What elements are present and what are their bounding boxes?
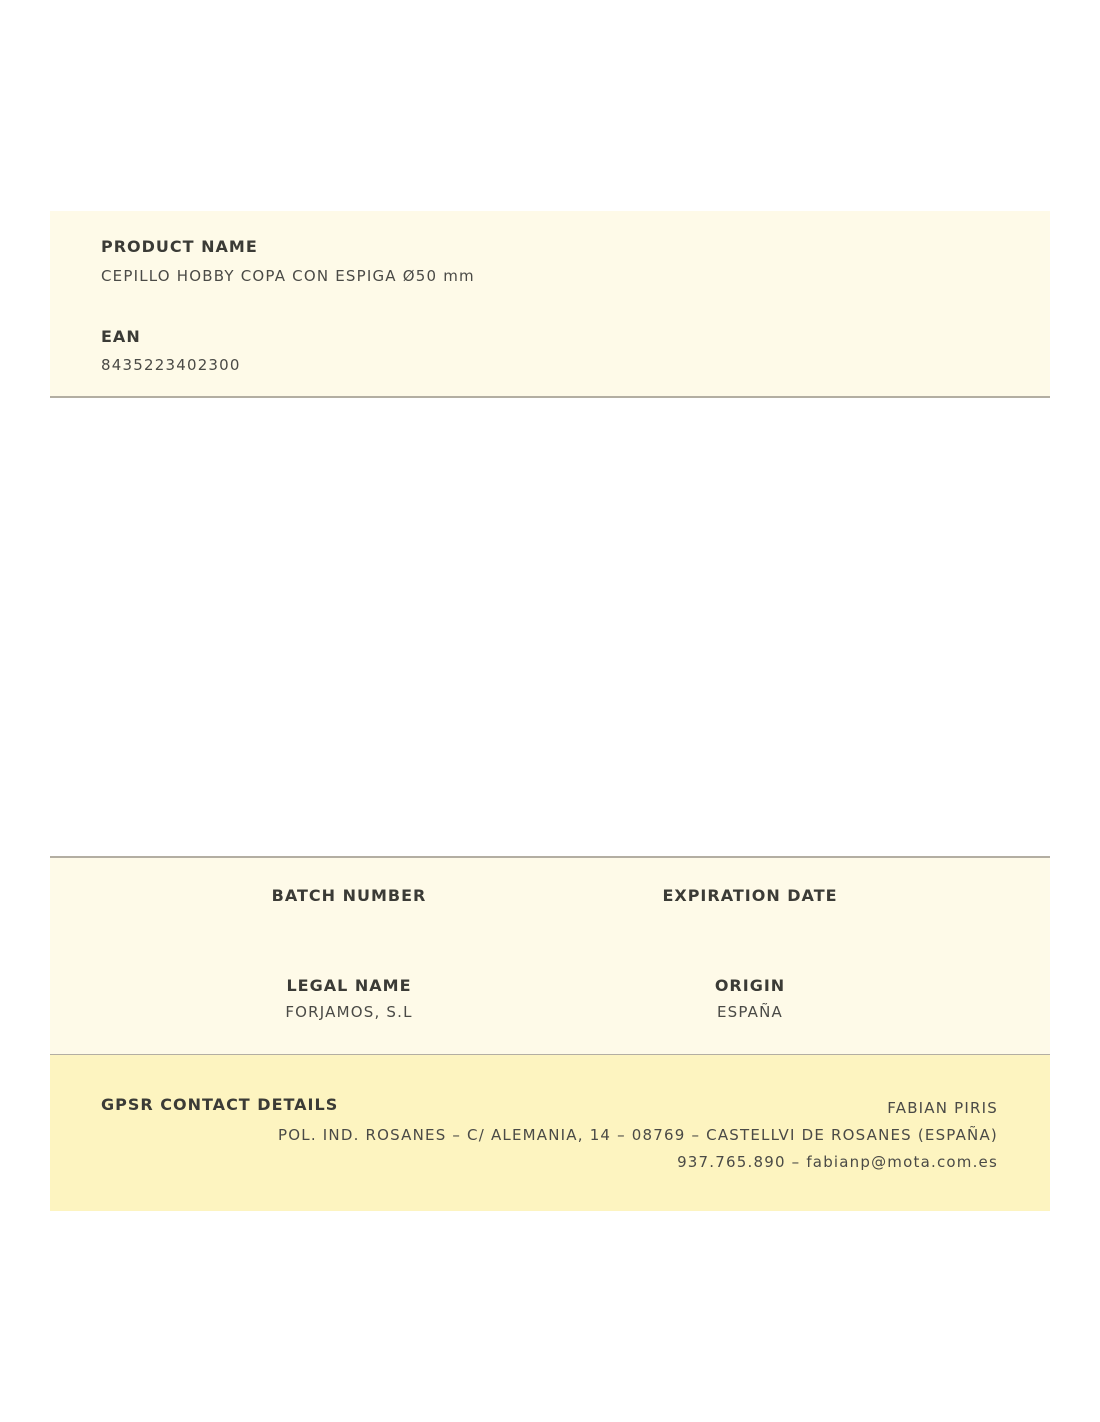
ean-value: 8435223402300: [101, 356, 241, 374]
product-name-label: PRODUCT NAME: [101, 237, 258, 256]
legal-name-cell: [149, 976, 549, 1021]
origin-value: ESPAÑA: [716, 1003, 784, 1021]
origin-cell: [550, 976, 950, 1021]
ean-label: EAN: [101, 327, 141, 346]
contact-name: FABIAN PIRIS: [887, 1099, 998, 1117]
contact-phone-email: 937.765.890 – fabianp@mota.com.es: [677, 1153, 998, 1171]
product-name-value: CEPILLO HOBBY COPA CON ESPIGA Ø50 mm: [101, 267, 475, 285]
gpsr-contact-label: GPSR CONTACT DETAILS: [101, 1095, 339, 1114]
product-details-panel: [50, 856, 1050, 1056]
contact-details: [278, 1095, 998, 1176]
batch-number-label: BATCH NUMBER: [271, 886, 427, 905]
expiration-date-cell: [550, 886, 950, 913]
origin-label: ORIGIN: [714, 976, 786, 995]
expiration-date-label: EXPIRATION DATE: [662, 886, 838, 905]
product-info-panel: [50, 211, 1050, 398]
legal-name-value: FORJAMOS, S.L: [285, 1003, 413, 1021]
batch-number-cell: [149, 886, 549, 913]
gpsr-contact-panel: [50, 1055, 1050, 1211]
contact-address: POL. IND. ROSANES – C/ ALEMANIA, 14 – 08769 – CASTELLVI DE ROSANES (ESPAÑA): [278, 1126, 998, 1144]
legal-name-label: LEGAL NAME: [286, 976, 412, 995]
